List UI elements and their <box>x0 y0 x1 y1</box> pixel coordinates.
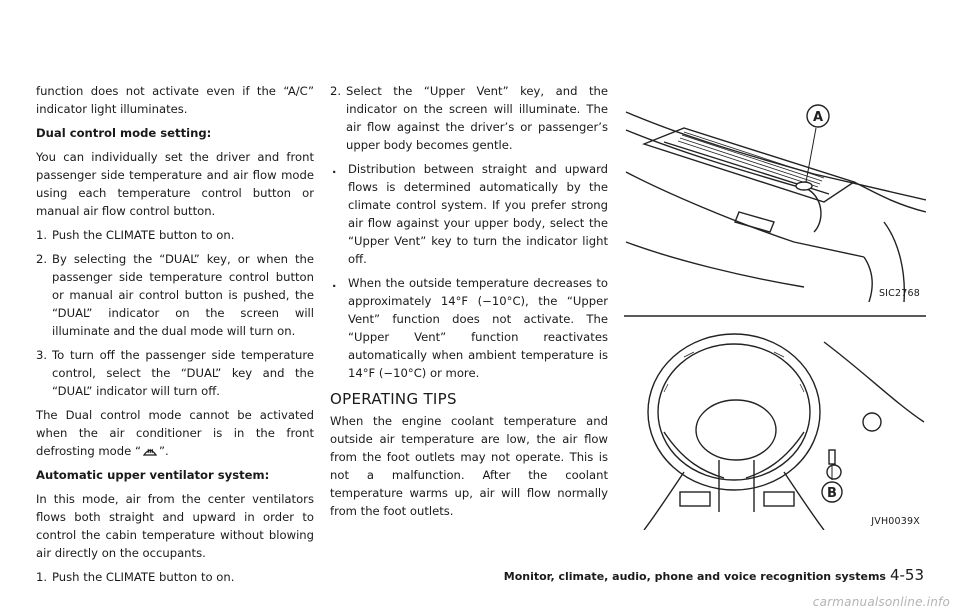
paragraph-dual-note <box>36 406 314 460</box>
page-number: 4-53 <box>889 566 924 584</box>
heading-upper-ventilator: Automatic upper ventilator system: <box>36 468 270 482</box>
footer-section-title: Monitor, climate, audio, phone and voice recognition systems <box>503 570 886 583</box>
page-footer <box>504 566 924 584</box>
paragraph-upper-intro: In this mode, air from the center ventilators flows both straight and upward in order to control the cabin temperature without blowing air directly on the occupants. <box>36 492 314 560</box>
paragraph-dual-intro: You can individually set the driver and front passenger side temperature and air flow mode using each temperature control button or manual air flow control button. <box>36 150 314 218</box>
note-text-end: ”. <box>158 444 169 458</box>
bullet-marker: . <box>332 162 337 176</box>
bullet-text: When the outside temperature decreases to approximately 14°F (−10°C), the “Upper Vent” function does not activate. The “Upper Vent” function reactivates automatically when ambient temperature is 14°F (−10°C) or more. <box>348 276 608 380</box>
paragraph-continuation: function does not activate even if the “A/C” indicator light illuminates. <box>36 84 314 116</box>
heading-dual-control: Dual control mode setting: <box>36 126 212 140</box>
callout-label: A <box>812 110 824 125</box>
step-number: 3. <box>36 348 48 362</box>
middle-column <box>330 82 608 526</box>
paragraph-operating-tips: When the engine coolant temperature and outside air temperature are low, the air flow from the foot outlets may not operate. This is not a malfunction. After the coolant temperature warms up, air will flow normally from the foot outlets. <box>330 414 608 518</box>
note-text: The Dual control mode cannot be activated when the air conditioner is in the front defrosting mode “ <box>36 408 314 458</box>
bullet-marker: . <box>332 276 337 290</box>
callout-label: B <box>827 486 837 501</box>
step-text: To turn off the passenger side temperature control, select the “DUAL” key and the “DUAL” indicator will turn off. <box>52 348 314 398</box>
steering-wheel-illustration <box>624 312 926 530</box>
list-item <box>36 250 314 340</box>
step-text: Push the CLIMATE button to on. <box>52 228 235 242</box>
list-item <box>36 568 314 586</box>
watermark: carmanualsonline.info <box>812 595 950 609</box>
section-heading-operating-tips: OPERATING TIPS <box>330 390 457 408</box>
step-number: 1. <box>36 228 48 242</box>
front-defrost-icon <box>143 445 157 456</box>
bullet-item <box>330 160 608 268</box>
figure-code: JVH0039X <box>871 516 920 527</box>
list-item <box>36 346 314 400</box>
step-text: By selecting the “DUAL” key, or when the passenger side temperature control button or manual air control button is pushed, the “DUAL” indicator on the screen will illuminate and the dual mode will turn on. <box>52 252 314 338</box>
step-number: 1. <box>36 570 48 584</box>
figure-code: SIC2768 <box>878 288 920 299</box>
step-text: Push the CLIMATE button to on. <box>52 570 235 584</box>
left-column <box>36 82 314 592</box>
figure-upper-vent <box>624 82 926 302</box>
step-text: Select the “Upper Vent” key, and the indicator on the screen will illuminate. The air flow against the driver’s or passenger’s upper body becomes gentle. <box>346 84 608 152</box>
step-number: 2. <box>330 84 342 98</box>
bullet-item <box>330 274 608 382</box>
list-item <box>36 226 314 244</box>
list-item <box>330 82 608 154</box>
bullet-text: Distribution between straight and upward flows is determined automatically by the climate control system. If you prefer strong air flow against your upper body, select the “Upper Vent” key to turn the indicator light off. <box>348 162 608 266</box>
step-number: 2. <box>36 252 48 266</box>
dual-steps-list <box>36 226 314 400</box>
dashboard-vent-illustration <box>624 82 926 302</box>
figure-steering-wheel <box>624 312 926 530</box>
